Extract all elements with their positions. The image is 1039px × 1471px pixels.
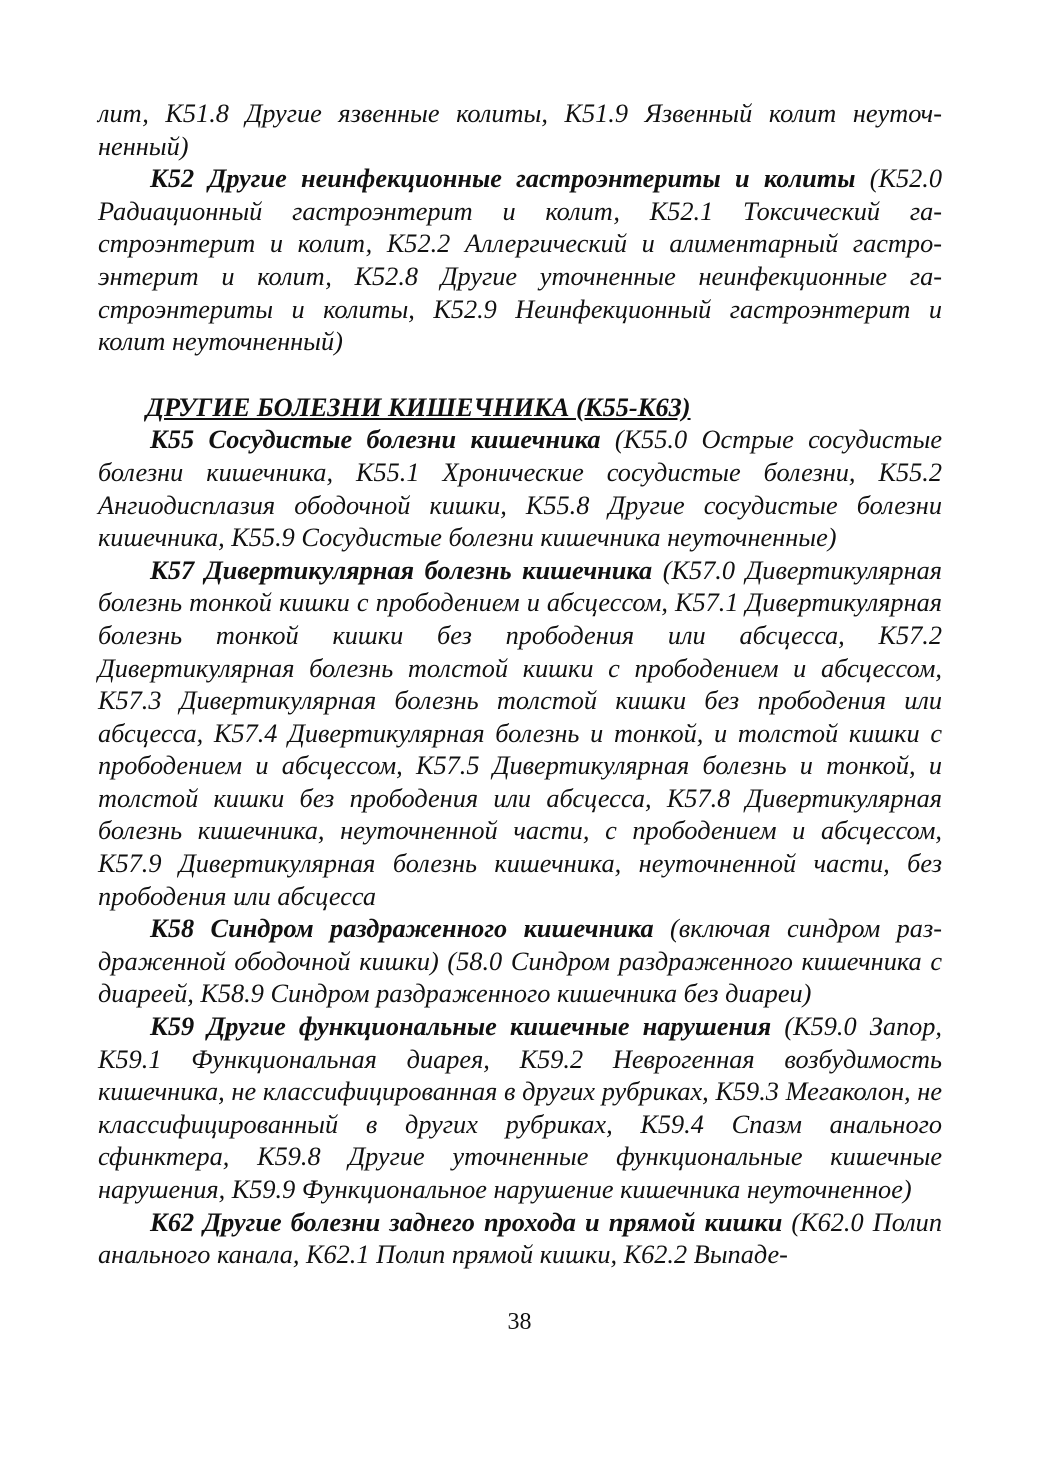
- entry-k52: [98, 163, 942, 359]
- entry-code-title: К58 Синдром раздраженного кишечника: [150, 914, 654, 944]
- entry-k55: [98, 424, 942, 554]
- entry-k59: [98, 1011, 942, 1207]
- entry-body: (К59.0 Запор, К59.1 Функциональная диарея, К59.2 Неврогенная возбудимость кишечника, не классифицированная в других рубриках, К59.3 Мегаколон, не классифицированный в других рубриках, К59.4 Спазм анального сфинктера, К59.8 Другие уточненные функциональные кишечные нарушения, К59.9 Функциональное нарушение кишечника неуточненное): [98, 1012, 942, 1204]
- entry-k58: [98, 913, 942, 1011]
- entry-code-title: К57 Дивертикулярная болезнь кишечника: [150, 555, 653, 585]
- page-number: 38: [507, 1309, 532, 1335]
- document-page: [98, 98, 942, 1272]
- entry-body: (К62.0 Полип анального канала, К62.1 Полип прямой кишки, К62.2 Выпаде-: [98, 1207, 942, 1270]
- entry-code-title: К59 Другие функциональные кишечные нарушения: [150, 1012, 772, 1042]
- paragraph-body: лит, К51.8 Другие язвенные колиты, К51.9 Язвенный колит неуточненный): [98, 99, 942, 161]
- entry-k57: [98, 555, 942, 914]
- entry-body: (К57.0 Дивертикулярная болезнь тонкой кишки с прободением и абсцессом, К57.1 Дивертикулярная болезнь тонкой кишки без прободения или абсцесса, К57.2 Дивертикулярная болезнь толстой кишки с прободением и абсцессом, К57.3 Дивертикулярная болезнь толстой кишки без прободения или абсцесса, К57.4 Дивертикулярная болезнь и тонкой, и толстой кишки с прободением и абсцессом, К57.5 Дивертикулярная болезнь и тонкой, и толстой кишки без прободения или абсцесса, К57.8 Дивертикулярная болезнь кишечника, неуточненной части, с прободением и абсцессом, К57.9 Дивертикулярная болезнь кишечника, неуточненной части, без прободения или абсцесса: [98, 555, 942, 911]
- entry-code-title: К62 Другие болезни заднего прохода и прямой кишки: [150, 1207, 783, 1237]
- continuation-paragraph: [98, 98, 942, 163]
- entry-k62: [98, 1207, 942, 1272]
- entry-code-title: К52 Другие неинфекционные гастроэнтериты и колиты: [150, 164, 856, 194]
- section-heading: ДРУГИЕ БОЛЕЗНИ КИШЕЧНИКА (К55-К63): [146, 392, 691, 422]
- entry-body: (К55.0 Острые сосудистые болезни кишечника, К55.1 Хронические сосудистые болезни, К55.2 Ангиодисплазия ободочной кишки, К55.8 Другие сосудистые болезни кишечника, К55.9 Сосудистые болезни кишечника неуточненные): [98, 425, 942, 553]
- entry-code-title: К55 Сосудистые болезни кишечника: [150, 425, 601, 455]
- entry-body: (включая синдром раздраженной ободочной кишки) (58.0 Синдром раздраженного кишечника с диареей, К58.9 Синдром раздраженного кишечника без диареи): [98, 914, 942, 1009]
- entry-body: (К52.0 Радиационный гастроэнтерит и колит, К52.1 Токсический гастроэнтерит и колит, К52.2 Аллергический и алиментарный гастроэнтерит и колит, К52.8 Другие уточненные неинфекционные гастроэнтериты и колиты, К52.9 Неинфекционный гастроэнтерит и колит неуточненный): [98, 164, 942, 357]
